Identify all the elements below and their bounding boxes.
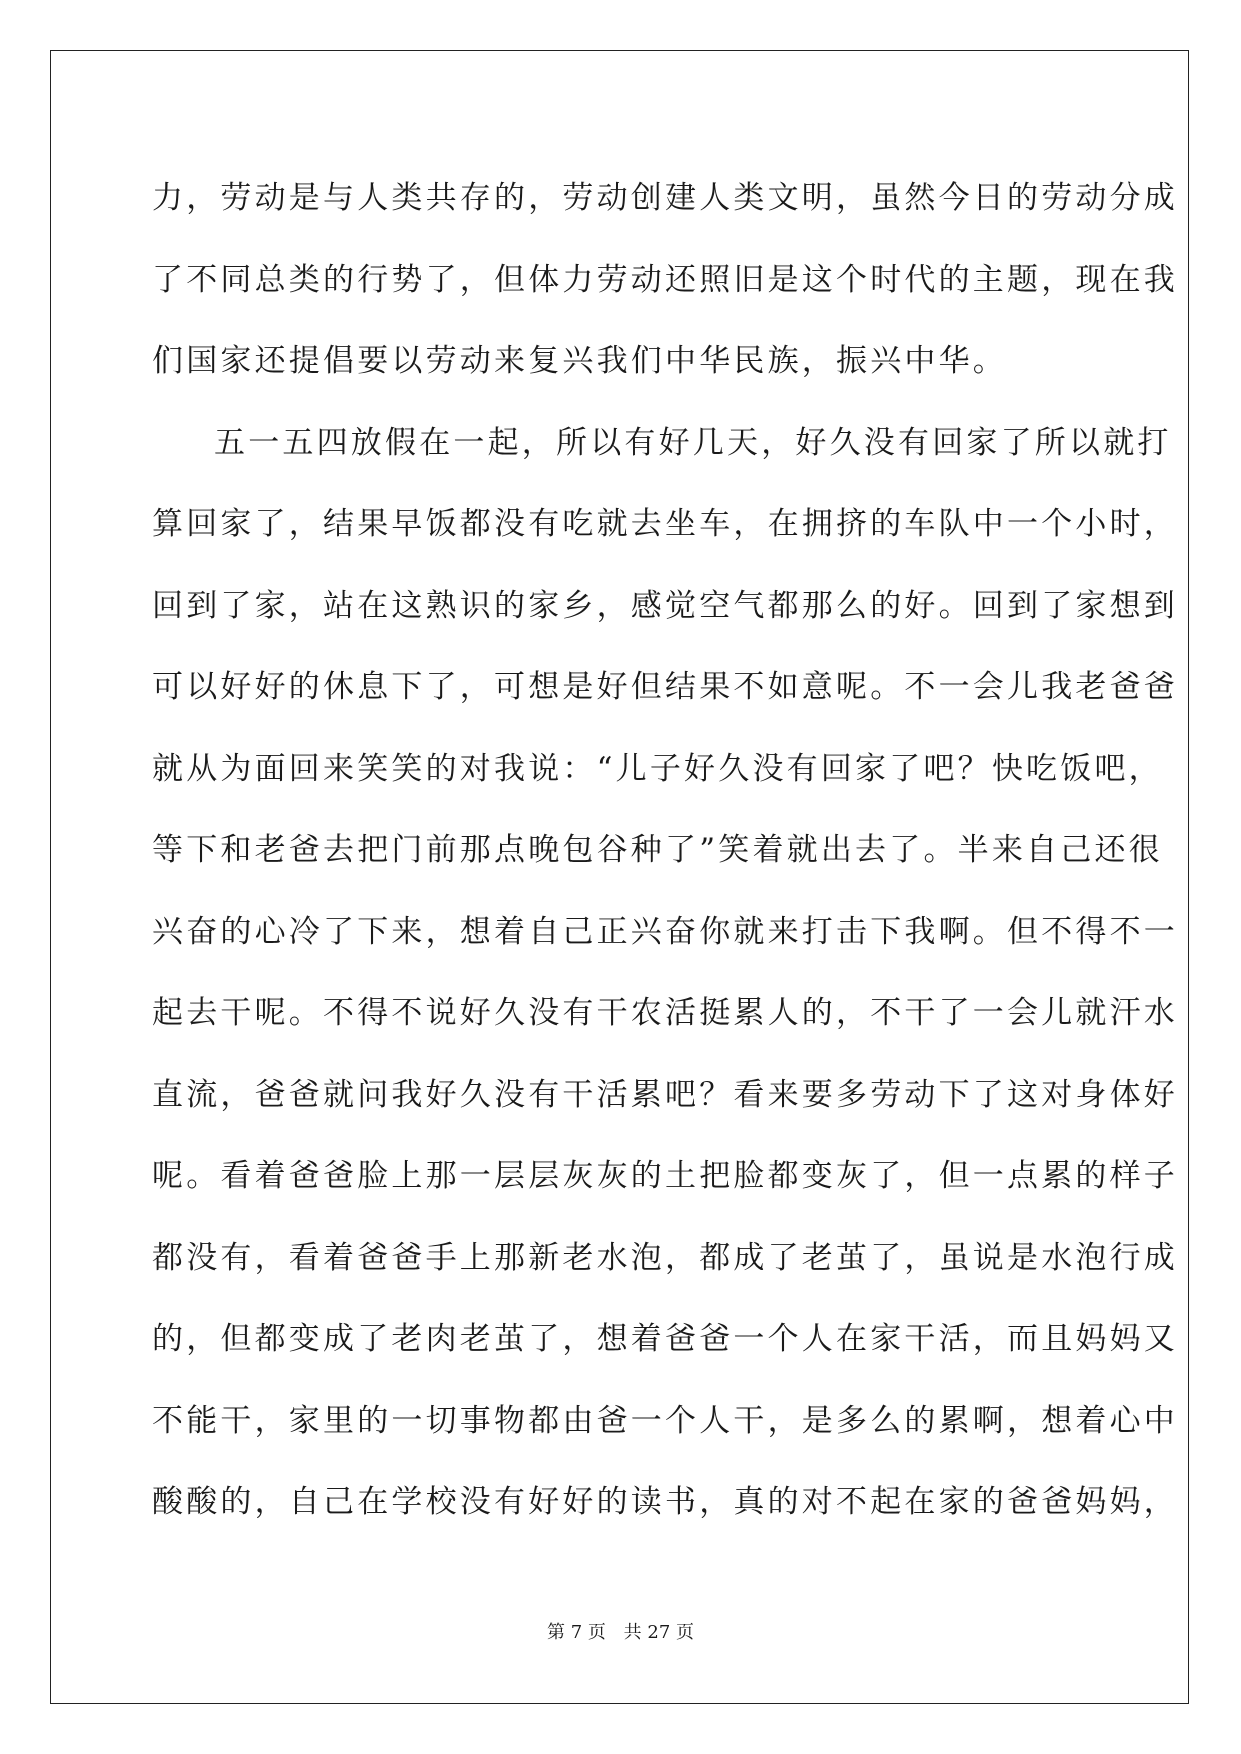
- text-line: 不能干，家里的一切事物都由爸一个人干，是多么的累啊，想着心中: [152, 1402, 1178, 1439]
- text-line: 起去干呢。不得不说好久没有干农活挺累人的，不干了一会儿就汗水: [152, 995, 1178, 1031]
- page-total: 共 27 页: [623, 1622, 694, 1643]
- document-body: [152, 158, 1178, 1544]
- text-line: 呢。看着爸爸脸上那一层层灰灰的土把脸都变灰了，但一点累的样子: [152, 1158, 1178, 1194]
- text-line: 就从为面回来笑笑的对我说：“儿子好久没有回家了吧？快吃饭吧，: [152, 750, 1163, 787]
- text-line: 了不同总类的行势了，但体力劳动还照旧是这个时代的主题，现在我: [152, 261, 1178, 298]
- text-line: 可以好好的休息下了，可想是好但结果不如意呢。不一会儿我老爸爸: [152, 669, 1178, 705]
- text-line: 等下和老爸去把门前那点晚包谷种了”笑着就出去了。半来自己还很: [152, 832, 1163, 868]
- page-number: 第 7 页: [547, 1622, 606, 1643]
- text-line: 酸酸的，自己在学校没有好好的读书，真的对不起在家的爸爸妈妈，: [152, 1484, 1178, 1520]
- text-line: 兴奋的心冷了下来，想着自己正兴奋你就来打击下我啊。但不得不一: [152, 913, 1178, 950]
- text-line: 回到了家，站在这熟识的家乡，感觉空气都那么的好。回到了家想到: [152, 587, 1178, 624]
- text-line: 算回家了，结果早饭都没有吃就去坐车，在拥挤的车队中一个小时，: [152, 506, 1178, 542]
- text-line: 的，但都变成了老肉老茧了，想着爸爸一个人在家干活，而且妈妈又: [152, 1321, 1178, 1357]
- text-line: 都没有，看着爸爸手上那新老水泡，都成了老茧了，虽说是水泡行成: [152, 1239, 1178, 1276]
- text-line: 力，劳动是与人类共存的，劳动创建人类文明，虽然今日的劳动分成: [152, 180, 1178, 216]
- page-footer: [0, 1618, 1241, 1644]
- text-line: 们国家还提倡要以劳动来复兴我们中华民族，振兴中华。: [152, 343, 1007, 379]
- paragraph-start-line: 五一五四放假在一起，所以有好几天，好久没有回家了所以就打: [214, 424, 1172, 461]
- text-line: 直流，爸爸就问我好久没有干活累吧？看来要多劳动下了这对身体好: [152, 1076, 1178, 1113]
